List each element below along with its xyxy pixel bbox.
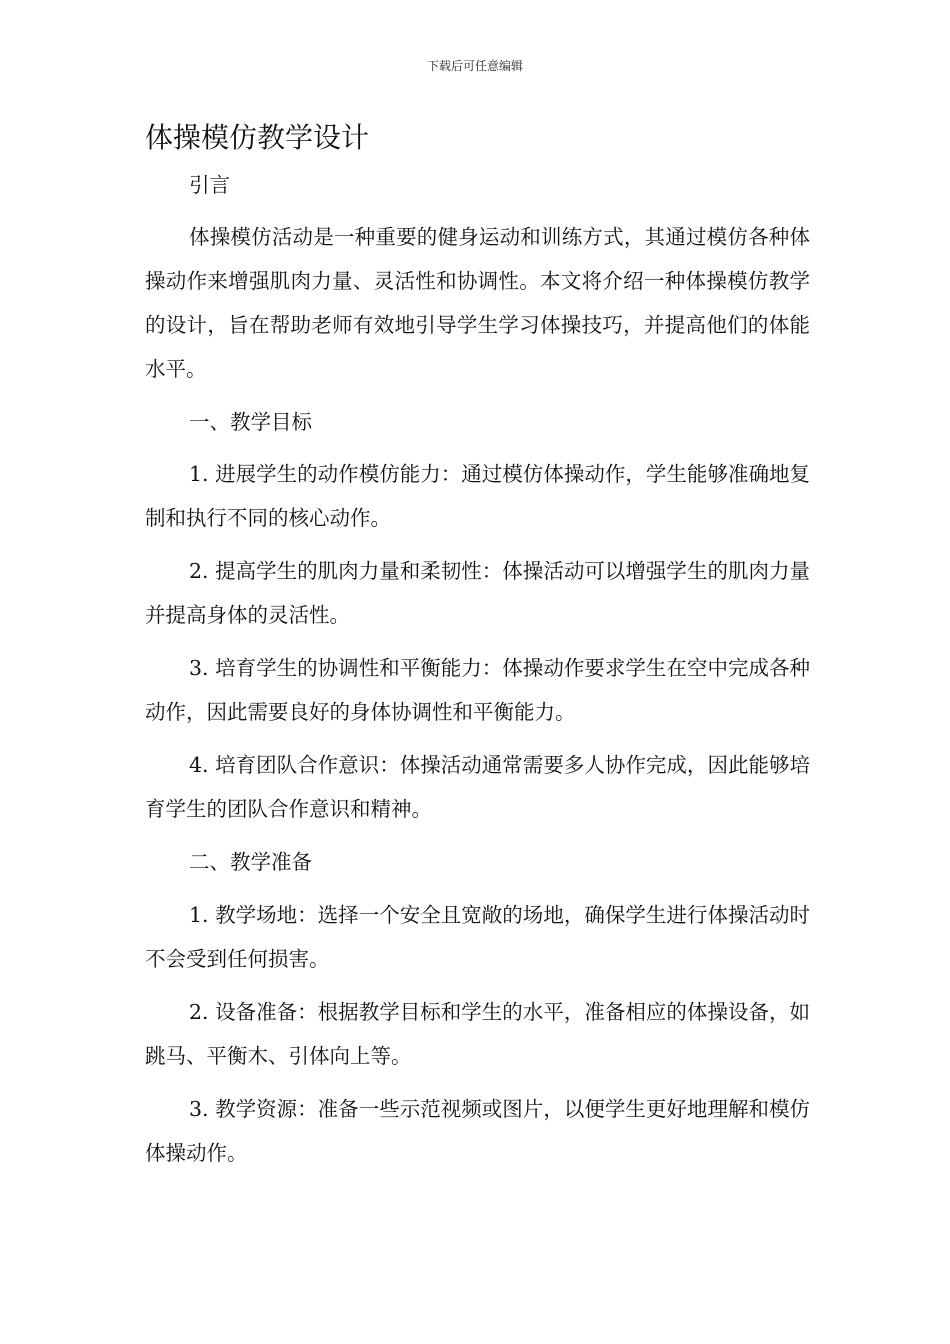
- section1-item-1: 1. 进展学生的动作模仿能力：通过模仿体操动作，学生能够准确地复制和执行不同的核心动作。: [145, 462, 810, 530]
- document-title: 体操模仿教学设计: [145, 121, 370, 154]
- section2-item-1: 1. 教学场地：选择一个安全且宽敞的场地，确保学生进行体操活动时不会受到任何损害。: [145, 903, 810, 971]
- section1-heading: 一、教学目标: [189, 410, 312, 434]
- section1-item-4: 4. 培育团队合作意识：体操活动通常需要多人协作完成，因此能够培育学生的团队合作意识和精神。: [145, 753, 810, 821]
- section1-item-3: 3. 培育学生的协调性和平衡能力：体操动作要求学生在空中完成各种动作，因此需要良好的身体协调性和平衡能力。: [145, 656, 810, 724]
- section2-heading: 二、教学准备: [189, 850, 312, 874]
- header-note: 下载后可任意编辑: [426, 59, 523, 73]
- section2-item-3: 3. 教学资源：准备一些示范视频或图片，以便学生更好地理解和模仿体操动作。: [145, 1097, 810, 1165]
- section2-item-2: 2. 设备准备：根据教学目标和学生的水平，准备相应的体操设备，如跳马、平衡木、引体向上等。: [145, 1000, 810, 1068]
- intro-paragraph: 体操模仿活动是一种重要的健身运动和训练方式，其通过模仿各种体操动作来增强肌肉力量、灵活性和协调性。本文将介绍一种体操模仿教学的设计，旨在帮助老师有效地引导学生学习体操技巧，并提高他们的体能水平。: [145, 225, 810, 381]
- section1-item-2: 2. 提高学生的肌肉力量和柔韧性：体操活动可以增强学生的肌肉力量并提高身体的灵活性。: [145, 559, 810, 627]
- intro-heading: 引言: [189, 173, 230, 197]
